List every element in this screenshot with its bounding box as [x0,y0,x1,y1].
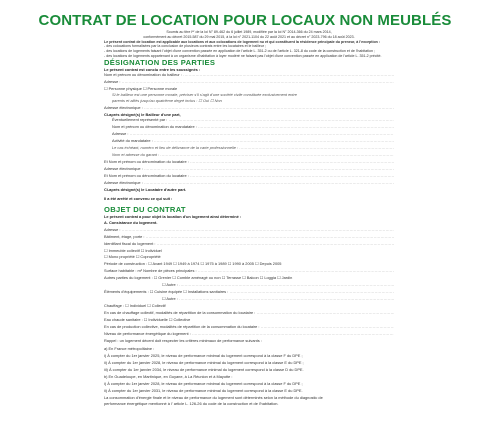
form-line: performance énergétique mentionné à l' article L. 126-26 du code de la construction et de l'habitation. [104,401,279,406]
form-line: Ci-après désigné(s) le Locataire d'autre part. [104,187,187,192]
form-line: Éventuellement représenté par : ..... [112,117,394,122]
form-line: ii) À compter du 1er janvier 2031, le niveau de performance minimal du logement correspond à la classe E du DPE. [104,388,303,393]
form-line: a) En France métropolitaine : [104,346,155,351]
form-line: Identifiant fiscal du logement : ..... [104,241,394,246]
form-line: Adresse électronique : ..... [104,105,394,110]
form-line: Et Nom et prénom ou dénomination du locataire : ..... [104,159,394,164]
form-line: Niveau de performance énergétique du logement : ..... [104,331,394,336]
form-line: Le cas échéant, numéro et lieu de délivrance de la carte professionnelle : ..... [112,145,394,150]
form-line: ☐ Autre : ..... [162,282,394,287]
intro-line: Soumis au titre Iᵉʳ de la loi N° 89-462 du 6 juillet 1989, modifiée par la loi N° 2014-366 du 24 mars 2014, [166,30,332,34]
form-line: Chauffage : ☐ Individuel ☐ Collectif [104,303,166,308]
form-line: Et Nom et prénom ou dénomination du locataire : ..... [104,173,394,178]
form-line: ☐ Immeuble collectif ☐ Individuel [104,248,162,253]
form-line: parents et alliés jusqu'au quatrième degré inclus : ☐ Oui ☐ Non [112,98,222,103]
intro-line: - des locations de logements faisant l'objet d'une convention passée en application de l'article L. 351-2 ou de l'article L. 321-8 du code de la construction et de l'habitation ; [104,49,375,54]
form-line: Adresse électronique : ..... [104,166,394,171]
form-line: Il a été arrêté et convenu ce qui suit : [104,196,173,201]
form-line: Adresse : ..... [104,227,394,232]
form-line: Le présent contrat a pour objet la location d'un logement ainsi déterminé : [104,214,242,219]
form-line: Période de construction : ☐ Avant 1949 ☐ 1949 à 1974 ☐ 1975 à 1989 ☐ 1990 à 2005 ☐ Depuis 2005 [104,261,282,266]
form-line: ☐ Autre : ..... [162,296,394,301]
form-line: Bâtiment, étage, porte : ..... [104,234,394,239]
form-line: iii) À compter du 1er janvier 2034, le niveau de performance minimal du logement correspond à la classe D du DPE. [104,367,304,372]
form-line: ☐ Mono propriété ☐ Copropriété [104,254,161,259]
intro-line: - des colocations formalisées par la conclusion de plusieurs contrats entre les locataires et le bailleur ; [104,44,266,49]
form-line: Autres parties du logement : ☐ Grenier ☐ Comble aménagé ou non ☐ Terrasse ☐ Balcon ☐ Loggia ☐ Jardin [104,275,293,280]
form-line: ii) À compter du 1er janvier 2028, le niveau de performance minimal du logement correspond à la classe E du DPE ; [104,360,304,365]
intro-line: - des locations de logements appartenant à un organisme d'habitation à loyer modéré ne faisant pas l'objet d'une convention passée en application de l'article L. 351-2 précité. [104,53,382,58]
form-line: b) En Guadeloupe, en Martinique, en Guyane, à La Réunion et à Mayotte : [104,374,233,379]
form-line: Adresse : ..... [104,79,394,84]
intro-block [104,30,394,59]
form-line: ☐ Personne physique ☐ Personne morale [104,86,178,91]
document-title: CONTRAT DE LOCATION POUR LOCAUX NON MEUBLÉS [38,12,452,29]
form-line: Surface habitable : m² Nombre de pièces principales : ..... [104,268,394,273]
form-line: Le présent contrat est conclu entre les soussignés : [104,67,201,72]
section-heading-parties: DÉSIGNATION DES PARTIES [104,58,216,67]
form-line: En cas de production collective, modalités de répartition de la consommation du locataire : ..... [104,324,394,329]
form-line: Adresse : ..... [112,131,394,136]
form-line: A. Consistance du logement. [104,220,158,225]
form-line: Ci-après désigné(s) le Bailleur d'une part, [104,112,181,117]
form-line: En cas de chauffage collectif, modalités de répartition de la consommation du locataire : ..... [104,310,394,315]
form-line: Eau chaude sanitaire : ☐ Individuelle ☐ Collective [104,317,191,322]
form-line: Nom et adresse du garant : ..... [112,152,394,157]
form-line: Rappel : un logement décent doit respecter les critères minimaux de performance suivants : [104,338,262,343]
form-line: Nom et prénom ou dénomination du bailleur : ..... [104,72,394,77]
form-line: Adresse électronique : ..... [104,180,394,185]
form-line: Si le bailleur est une personne morale, préciser s'il s'agit d'une société civile constituée exclusivement entre [112,92,297,97]
intro-line: conformément au décret 2015-587 du 29 mai 2015, à la loi n° 2021-1104 du 22 août 2021 et au décret n° 2023-796 du 18 août 2023. [143,34,355,39]
section-heading-objet: OBJET DU CONTRAT [104,205,186,214]
form-line: Nom et prénom ou dénomination du mandataire : ..... [112,124,394,129]
form-line: Éléments d'équipements : ☐ Cuisine équipée ☐ Installations sanitaires : ..... [104,289,394,294]
form-line: i) À compter du 1er janvier 2025, le niveau de performance minimal du logement correspond à la classe F du DPE ; [104,353,303,358]
intro-line: Le présent contrat de location est applicable aux locations et aux colocations de logement nu et qui constituent la résidence principale du preneur, à l'exception : [104,39,381,44]
form-line: i) À compter du 1er janvier 2028, le niveau de performance minimal du logement correspond à la classe F du DPE ; [104,381,303,386]
form-line: Activité du mandataire : ..... [112,138,394,143]
form-line: La consommation d'énergie finale et le niveau de performance du logement sont déterminés selon la méthode du diagnostic de [104,395,323,400]
